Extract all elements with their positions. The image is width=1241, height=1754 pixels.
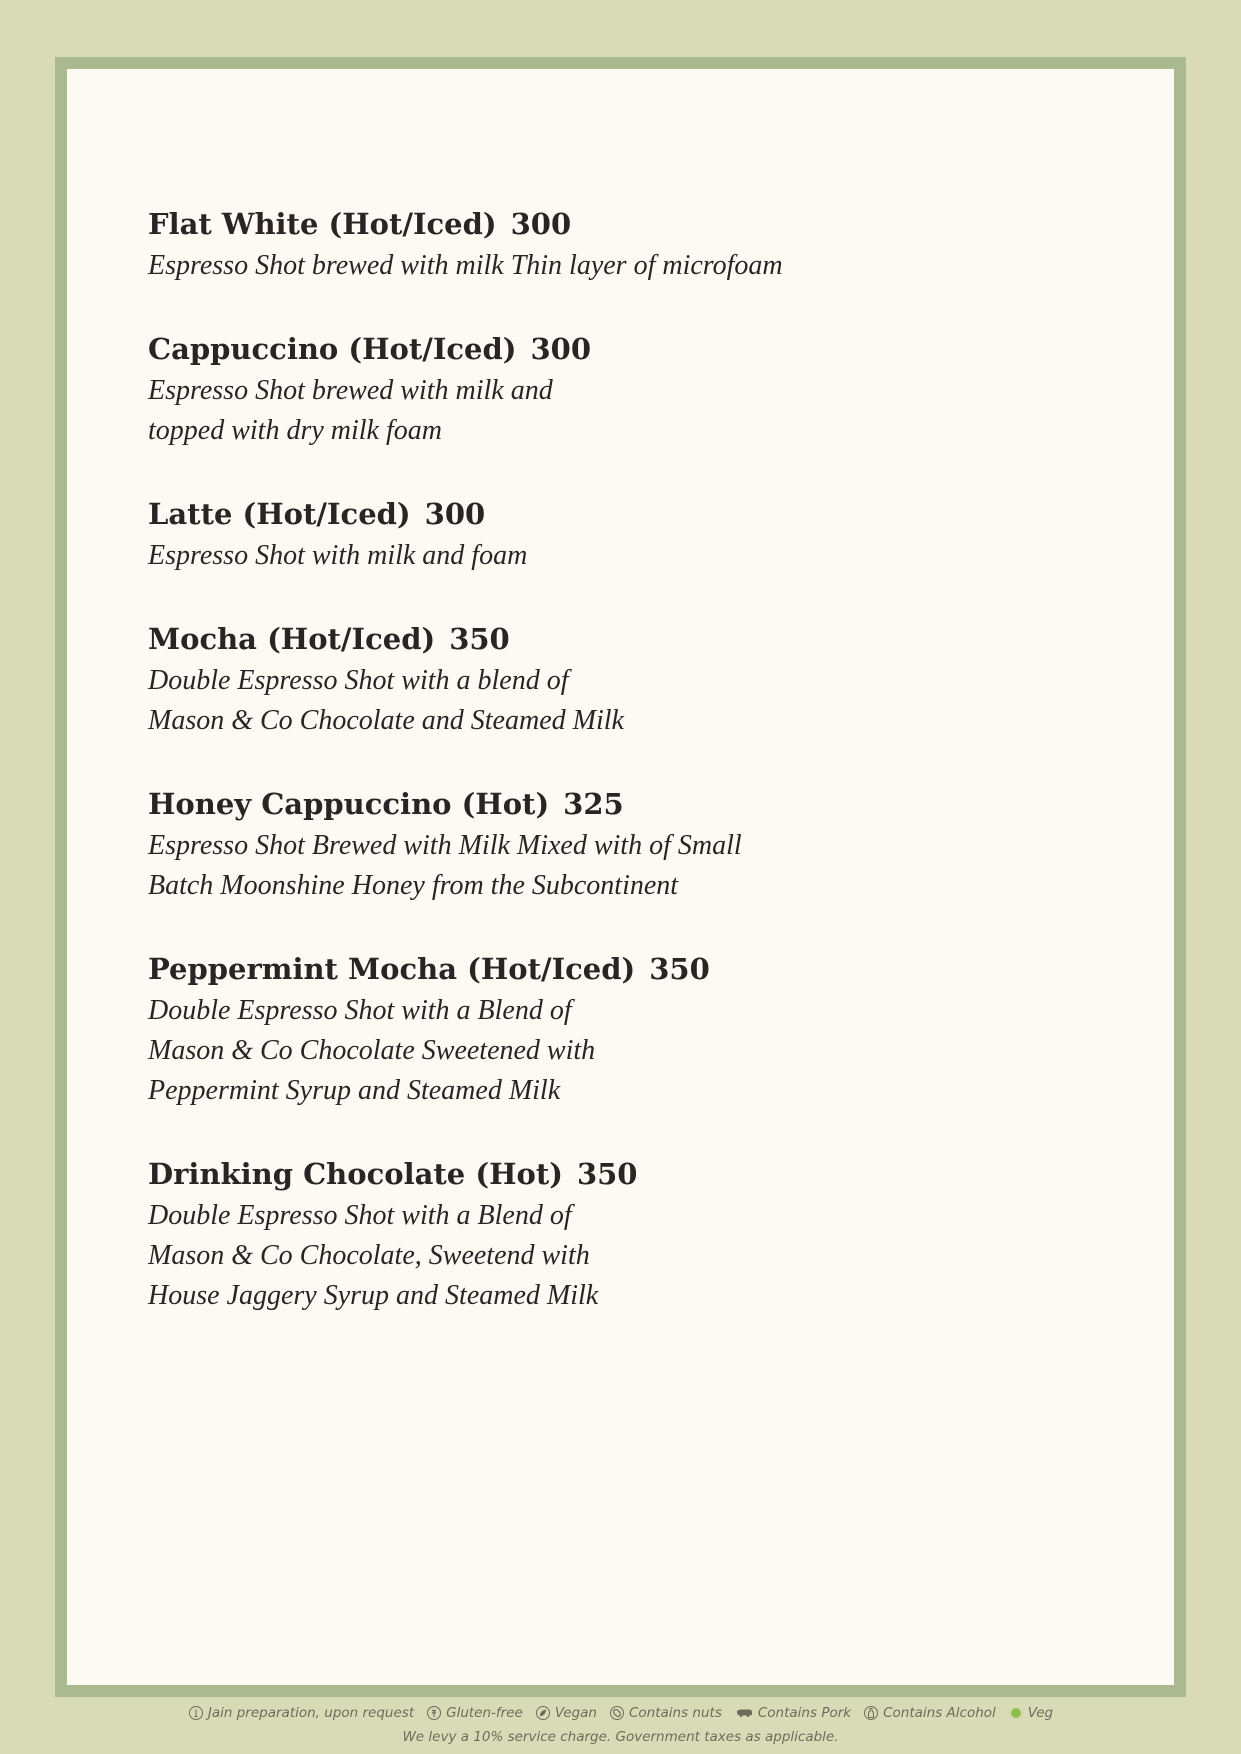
description-line: Mason & Co Chocolate Sweetened with [148, 1035, 596, 1066]
menu-item [148, 492, 1048, 576]
legend-item-gluten-free [426, 1705, 523, 1721]
description-line: Espresso Shot brewed with milk Thin layer of microfoam [148, 250, 783, 281]
description-line: Peppermint Syrup and Steamed Milk [148, 1075, 561, 1106]
item-name: Drinking Chocolate (Hot) [148, 1157, 563, 1191]
item-description [148, 536, 1048, 576]
description-line: House Jaggery Syrup and Steamed Milk [148, 1280, 599, 1311]
menu-item [148, 327, 1048, 451]
description-line: Espresso Shot with milk and foam [148, 540, 528, 571]
nuts-icon [609, 1705, 625, 1721]
item-name: Latte (Hot/Iced) [148, 497, 411, 531]
item-name: Peppermint Mocha (Hot/Iced) [148, 952, 636, 986]
description-line: Mason & Co Chocolate and Steamed Milk [148, 705, 624, 736]
legend-label: Contains Pork [757, 1705, 852, 1721]
legend-label: Vegan [554, 1705, 597, 1721]
description-line: Double Espresso Shot with a Blend of [148, 995, 572, 1026]
veg-dot-icon [1008, 1705, 1024, 1721]
description-line: Double Espresso Shot with a Blend of [148, 1200, 572, 1231]
menu-item [148, 782, 1048, 906]
description-line: topped with dry milk foam [148, 415, 442, 446]
item-price: 300 [530, 332, 592, 366]
description-line: Batch Moonshine Honey from the Subcontinent [148, 870, 679, 901]
item-price: 300 [424, 497, 486, 531]
jain-icon [188, 1705, 204, 1721]
legend-item-nuts [609, 1705, 722, 1721]
description-line: Mason & Co Chocolate, Sweetend with [148, 1240, 590, 1271]
legend-item-veg [1008, 1705, 1053, 1721]
item-price: 350 [649, 952, 710, 986]
item-price: 350 [449, 622, 510, 656]
item-description [148, 826, 1048, 906]
legend-label: Contains nuts [628, 1705, 722, 1721]
menu-item [148, 1152, 1048, 1316]
item-price: 350 [576, 1157, 638, 1191]
item-name: Flat White (Hot/Iced) [148, 207, 497, 241]
item-description [148, 991, 1048, 1111]
item-description [148, 246, 1048, 286]
item-description [148, 371, 1048, 451]
legend-label: Contains Alcohol [883, 1705, 996, 1721]
item-price: 300 [510, 207, 572, 241]
legend-item-alcohol [863, 1705, 996, 1721]
description-line: Espresso Shot brewed with milk and [148, 375, 553, 406]
legend-label: Veg [1027, 1705, 1054, 1721]
dietary-legend [0, 1701, 1241, 1725]
legend-item-jain [188, 1705, 414, 1721]
description-line: Espresso Shot Brewed with Milk Mixed with of Small [148, 830, 742, 861]
legend-item-pork [734, 1705, 851, 1721]
service-charge-note: We levy a 10% service charge. Government taxes as applicable. [402, 1729, 839, 1745]
menu-item [148, 617, 1048, 741]
item-name: Honey Cappuccino (Hot) [148, 787, 550, 821]
legend-item-vegan [535, 1705, 597, 1721]
vegan-icon [535, 1705, 551, 1721]
gluten-free-icon [426, 1705, 442, 1721]
item-price: 325 [563, 787, 624, 821]
legend-label: Jain preparation, upon request [207, 1705, 415, 1721]
menu-list [148, 202, 1048, 1357]
menu-item [148, 947, 1048, 1111]
legend-label: Gluten-free [446, 1705, 523, 1721]
item-description [148, 661, 1048, 741]
item-name: Mocha (Hot/Iced) [148, 622, 436, 656]
item-name: Cappuccino (Hot/Iced) [148, 332, 517, 366]
description-line: Double Espresso Shot with a blend of [148, 665, 569, 696]
pork-icon [734, 1705, 754, 1721]
menu-item [148, 202, 1048, 286]
alcohol-icon [863, 1705, 879, 1721]
item-description [148, 1196, 1048, 1316]
